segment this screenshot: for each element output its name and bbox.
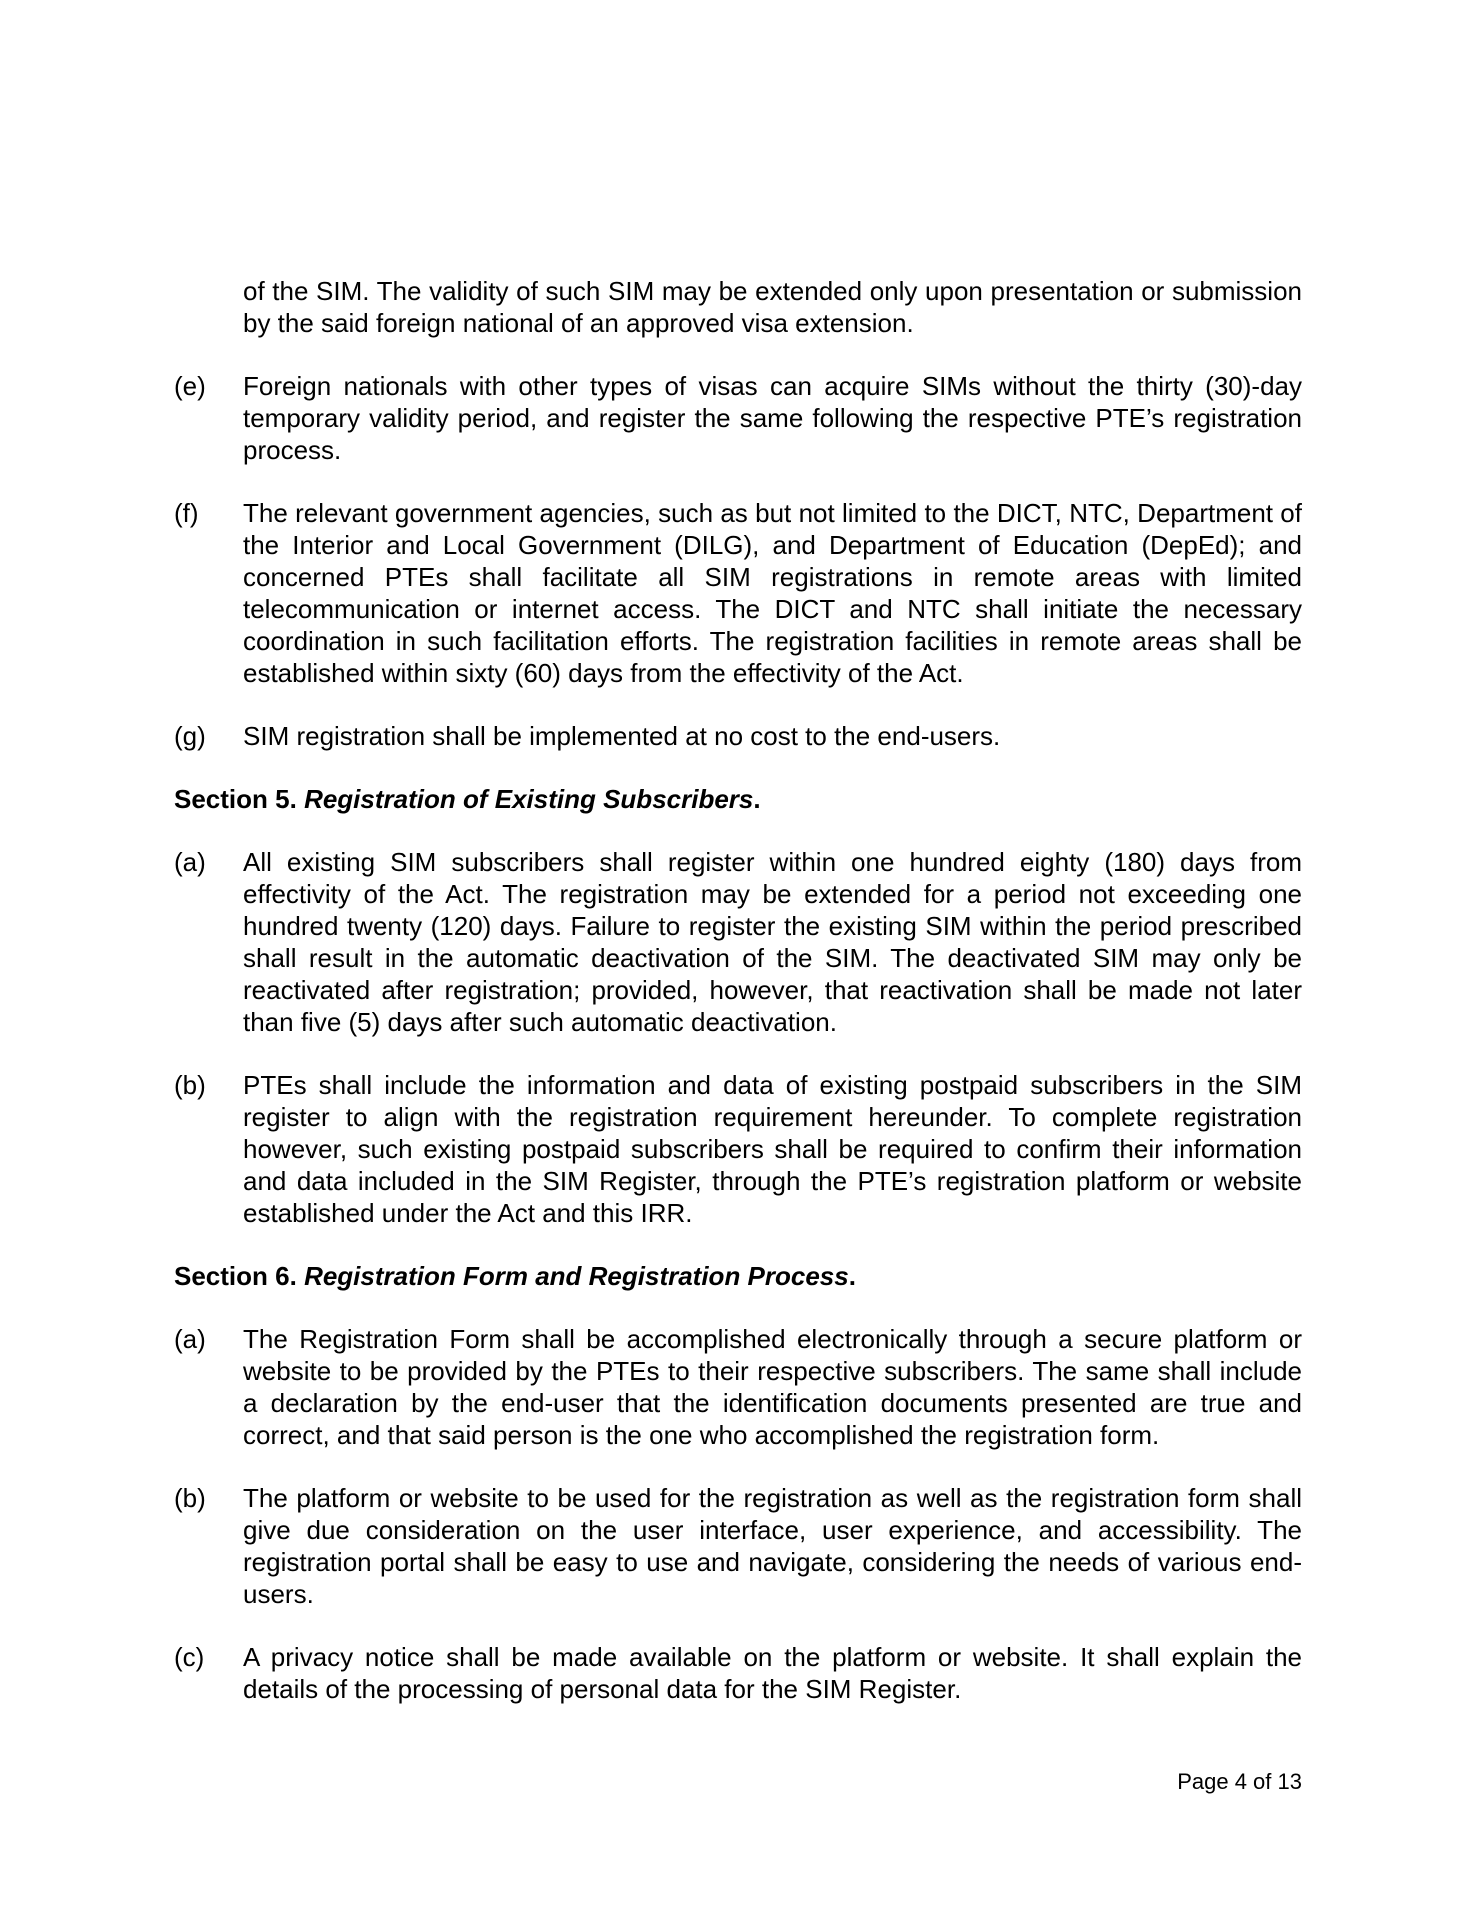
page-number: Page 4 of 13 [1177, 1769, 1302, 1794]
list-item-e [174, 370, 1302, 466]
item-marker: (a) [174, 1324, 206, 1354]
item-text: Foreign nationals with other types of visas can acquire SIMs without the thirty (30)-day temporary validity period, and register the same following the respective PTE’s registration process. [243, 371, 1302, 465]
item-text: PTEs shall include the information and data of existing postpaid subscribers in the SIM register to align with the registration requirement hereunder. To complete registration however, such existing postpaid subscribers shall be required to confirm their information and data included in the SIM Register, through the PTE’s registration platform or website established under the Act and this IRR. [243, 1070, 1302, 1228]
item-marker: (b) [174, 1070, 206, 1100]
item-marker: (g) [174, 721, 206, 751]
section-period: . [753, 784, 761, 814]
continuation-paragraph: of the SIM. The validity of such SIM may be extended only upon presentation or submission by the said foreign national of an approved visa extension. [243, 276, 1302, 338]
item-text: SIM registration shall be implemented at no cost to the end-users. [243, 721, 1001, 751]
list-item-6c [174, 1641, 1302, 1705]
section-title: Registration Form and Registration Process [304, 1261, 849, 1291]
item-text: The platform or website to be used for the registration as well as the registration form shall give due consideration on the user interface, user experience, and accessibility. The registration portal shall be easy to use and navigate, considering the needs of various end-users. [243, 1483, 1302, 1609]
section-5-heading [174, 783, 1302, 815]
item-text: The relevant government agencies, such as but not limited to the DICT, NTC, Department of the Interior and Local Government (DILG), and Department of Education (DepEd); and concerned PTEs shall facilitate all SIM registrations in remote areas with limited telecommunication or internet access. The DICT and NTC shall initiate the necessary coordination in such facilitation efforts. The registration facilities in remote areas shall be established within sixty (60) days from the effectivity of the Act. [243, 498, 1302, 688]
list-item-6a [174, 1323, 1302, 1451]
section-label: Section 5. [174, 784, 297, 814]
section-title: Registration of Existing Subscribers [304, 784, 754, 814]
list-item-g [174, 720, 1302, 752]
item-marker: (c) [174, 1642, 205, 1672]
section-6-heading [174, 1260, 1302, 1292]
list-item-5b [174, 1069, 1302, 1229]
item-marker: (a) [174, 847, 206, 877]
item-marker: (f) [174, 498, 199, 528]
list-item-f [174, 497, 1302, 689]
page-body [174, 275, 1302, 1736]
item-text: All existing SIM subscribers shall register within one hundred eighty (180) days from effectivity of the Act. The registration may be extended for a period not exceeding one hundred twenty (120) days. Failure to register the existing SIM within the period prescribed shall result in the automatic deactivation of the SIM. The deactivated SIM may only be reactivated after registration; provided, however, that reactivation shall be made not later than five (5) days after such automatic deactivation. [243, 847, 1302, 1037]
item-text: The Registration Form shall be accomplished electronically through a secure platform or website to be provided by the PTEs to their respective subscribers. The same shall include a declaration by the end-user that the identification documents presented are true and correct, and that said person is the one who accomplished the registration form. [243, 1324, 1302, 1450]
list-item-5a [174, 846, 1302, 1038]
item-marker: (e) [174, 371, 206, 401]
item-marker: (b) [174, 1483, 206, 1513]
section-label: Section 6. [174, 1261, 297, 1291]
list-item-6b [174, 1482, 1302, 1610]
section-period: . [848, 1261, 856, 1291]
item-text: A privacy notice shall be made available on the platform or website. It shall explain the details of the processing of personal data for the SIM Register. [243, 1642, 1302, 1704]
